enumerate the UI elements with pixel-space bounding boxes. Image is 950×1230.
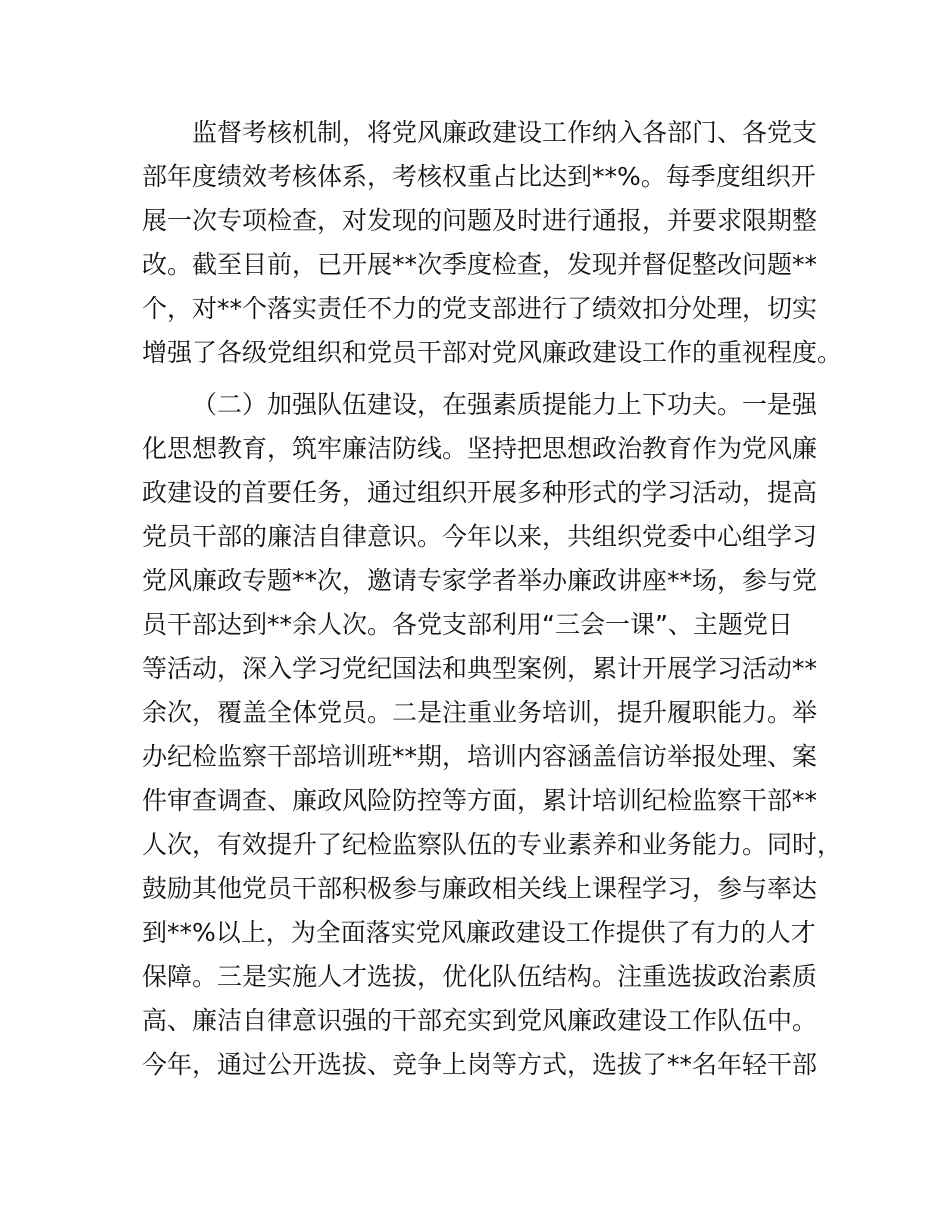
paragraph-line: 政建设的首要任务，通过组织开展多种形式的学习活动，提高 bbox=[142, 478, 818, 507]
paragraph-line: 保障。三是实施人才选拔，优化队伍结构。注重选拔政治素质 bbox=[142, 962, 818, 991]
paragraph-line: 展一次专项检查，对发现的问题及时进行通报，并要求限期整 bbox=[142, 206, 818, 235]
paragraph-line: 监督考核机制，将党风廉政建设工作纳入各部门、各党支 bbox=[192, 118, 818, 147]
section-heading-line: （二）加强队伍建设，在强素质提能力上下功夫。一是强 bbox=[192, 390, 818, 419]
paragraph-line: 员干部达到**余人次。各党支部利用“三会一课”、主题党日 bbox=[142, 610, 793, 639]
paragraph-line: 余次，覆盖全体党员。二是注重业务培训，提升履职能力。举 bbox=[142, 698, 818, 727]
paragraph-line: 化思想教育，筑牢廉洁防线。坚持把思想政治教育作为党风廉 bbox=[142, 434, 818, 463]
paragraph-line: 部年度绩效考核体系，考核权重占比达到**%。每季度组织开 bbox=[142, 162, 816, 191]
paragraph-line: 今年，通过公开选拔、竞争上岗等方式，选拔了**名年轻干部 bbox=[142, 1050, 818, 1079]
paragraph-line: 件审查调查、廉政风险防控等方面，累计培训纪检监察干部** bbox=[142, 786, 818, 815]
paragraph-line: 到**%以上，为全面落实党风廉政建设工作提供了有力的人才 bbox=[142, 918, 816, 947]
paragraph-line: 个，对**个落实责任不力的党支部进行了绩效扣分处理，切实 bbox=[142, 294, 818, 323]
paragraph-line: 高、廉洁自律意识强的干部充实到党风廉政建设工作队伍中。 bbox=[142, 1006, 818, 1035]
paragraph-line: 人次，有效提升了纪检监察队伍的专业素养和业务能力。同时， bbox=[142, 830, 843, 859]
paragraph-line: 党员干部的廉洁自律意识。今年以来，共组织党委中心组学习 bbox=[142, 522, 818, 551]
paragraph-line: 增强了各级党组织和党员干部对党风廉政建设工作的重视程度。 bbox=[142, 338, 843, 367]
paragraph-line: 鼓励其他党员干部积极参与廉政相关线上课程学习，参与率达 bbox=[142, 874, 818, 903]
paragraph-line: 改。截至目前，已开展**次季度检查，发现并督促整改问题** bbox=[142, 250, 818, 279]
paragraph-line: 办纪检监察干部培训班**期，培训内容涵盖信访举报处理、案 bbox=[142, 742, 818, 771]
paragraph-line: 党风廉政专题**次，邀请专家学者举办廉政讲座**场，参与党 bbox=[142, 566, 818, 595]
paragraph-line: 等活动，深入学习党纪国法和典型案例，累计开展学习活动** bbox=[142, 654, 818, 683]
